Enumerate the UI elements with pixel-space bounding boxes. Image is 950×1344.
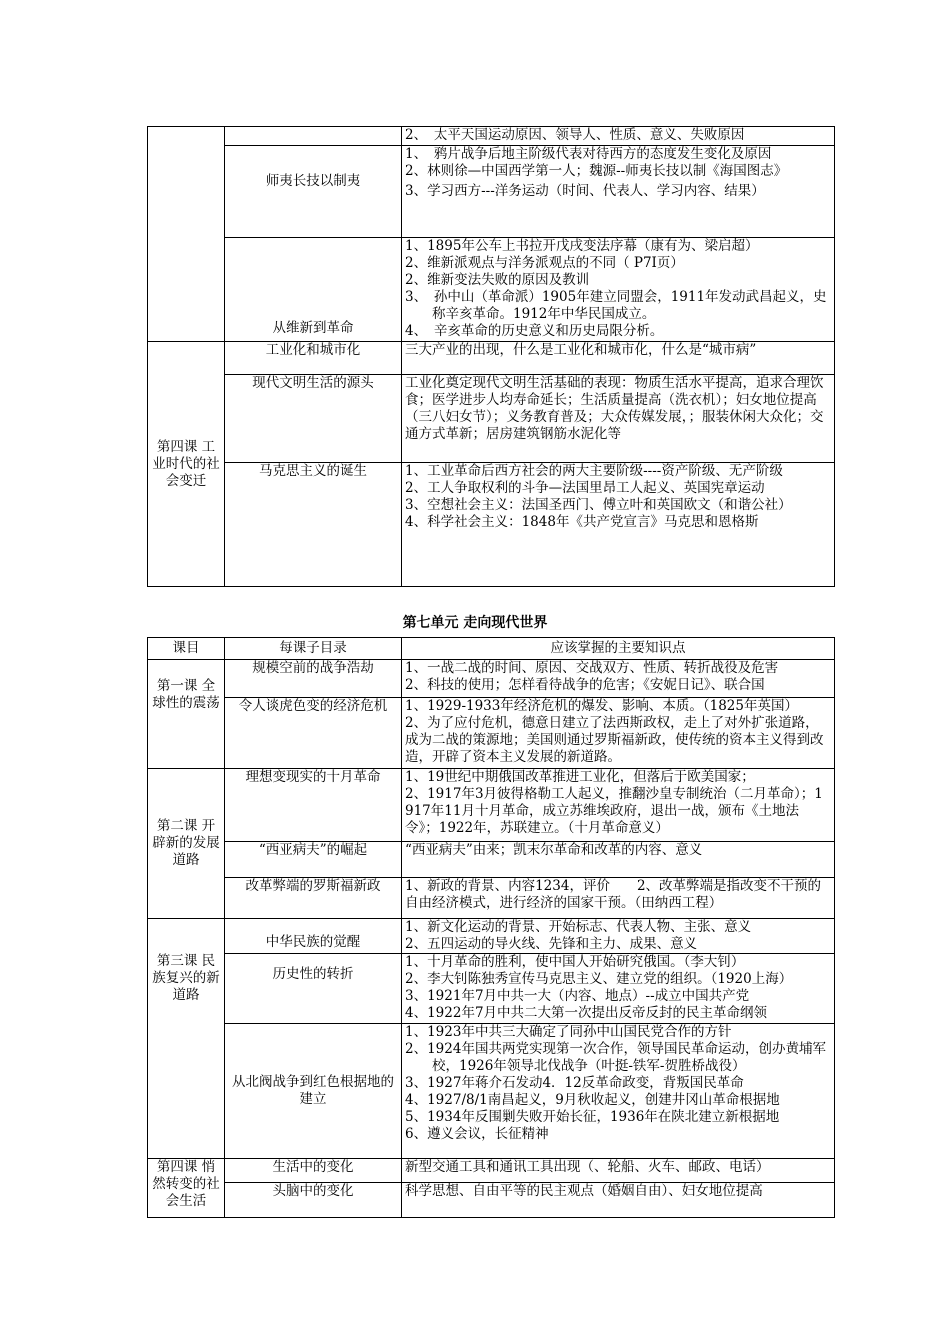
points-cell [402,127,835,146]
point-line: 2、1917年3月彼得格勒工人起义，推翻沙皇专制统治（二月革命）；1917年11月十月革命，成立苏维埃政府，退出一战，颁布《土地法令》；1922年，苏联建立。（十月革命意义） [405,786,823,836]
lesson-cell: 第四课 悄然转变的社会生活 [148,1159,225,1218]
subtopic-cell: 从北阀战争到红色根据地的建立 [225,1024,402,1159]
points-cell [402,1024,835,1159]
table-unit7 [147,637,835,1218]
column-header: 课目 [148,638,225,660]
point-line: 2、1924年国共两党实现第一次合作，领导国民革命运动，创办黄埔军校，1926年领导北伐战争（叶挺-铁军-贺胜桥战役） [405,1041,826,1074]
point-line: 新型交通工具和通讯工具出现（、轮船、火车、邮政、电话） [405,1159,770,1175]
point-line: 1、新文化运动的背景、开始标志、代表人物、主张、意义 [405,919,752,935]
column-header: 应该掌握的主要知识点 [402,638,835,660]
table-row [148,1024,835,1159]
subtopic-cell: 马克思主义的诞生 [225,463,402,587]
point-line: 1、1929-1933年经济危机的爆发、影响、本质。（1825年英国） [405,698,798,714]
subtopic-cell: 从维新到革命 [225,238,402,342]
lesson-cell: 第三课 民族复兴的新道路 [148,919,225,1159]
point-line: “西亚病夫”由来；凯末尔革命和改革的内容、意义 [405,842,703,858]
table-row [148,919,835,954]
point-line: 2、维新变法失败的原因及教训 [405,272,590,288]
points-cell [402,342,835,375]
points-cell [402,919,835,954]
points-cell [402,375,835,463]
point-line: 1、 鸦片战争后地主阶级代表对待西方的态度发生变化及原因 [405,146,772,162]
point-line: 4、1922年7月中共二大第一次提出反帝反封的民主革命纲领 [405,1005,768,1021]
lesson-cell: 第四课 工业时代的社会变迁 [148,342,225,587]
point-line: 3、空想社会主义：法国圣西门、傅立叶和英国欧文（和谐公社） [405,497,792,513]
point-line: 3、1927年蒋介石发动4．12反革命政变，背叛国民革命 [405,1075,744,1091]
point-line: 2、 太平天国运动原因、领导人、性质、意义、失败原因 [405,127,745,143]
table-row [148,954,835,1024]
column-header: 每课子目录 [225,638,402,660]
point-line: 2、林则徐—中国西学第一人；魏源--师夷长技以制《海国图志》 [405,163,788,179]
subtopic-cell: 理想变现实的十月革命 [225,769,402,842]
points-cell [402,698,835,769]
point-line: 1、新政的背景、内容1234，评价 2、改革弊端是指改变不干预的自由经济模式，进行经济的国家干预。（田纳西工程） [405,878,822,911]
table-row [148,375,835,463]
table-row [148,769,835,842]
table-unit6-continued [147,126,835,587]
subtopic-cell: 生活中的变化 [225,1159,402,1183]
table-row [148,698,835,769]
subtopic-cell: 规模空前的战争浩劫 [225,660,402,698]
table-row [148,842,835,878]
lesson-cell: 第二课 开辟新的发展道路 [148,769,225,919]
subtopic-cell [225,127,402,146]
point-line: 4、 辛亥革命的历史意义和历史局限分析。 [405,323,664,339]
subtopic-cell: 历史性的转折 [225,954,402,1024]
point-line: 科学思想、自由平等的民主观点（婚姻自由）、妇女地位提高 [405,1183,763,1199]
points-cell [402,238,835,342]
points-cell [402,660,835,698]
point-line: 三大产业的出现，什么是工业化和城市化，什么是“城市病” [405,342,757,358]
point-line: 5、1934年反围剿失败开始长征，1936年在陕北建立新根据地 [405,1109,780,1125]
points-cell [402,1159,835,1183]
point-line: 4、科学社会主义：1848年《共产党宣言》马克思和恩格斯 [405,514,759,530]
point-line: 1、一战二战的时间、原因、交战双方、性质、转折战役及危害 [405,660,779,676]
point-line: 1、1923年中共三大确定了同孙中山国民党合作的方针 [405,1024,732,1040]
table-row [148,1183,835,1218]
points-cell [402,769,835,842]
point-line: 2、李大钊陈独秀宣传马克思主义、建立党的组织。（1920上海） [405,971,793,987]
table-row [148,238,835,342]
table-header-row [148,638,835,660]
point-line: 1、十月革命的胜利，使中国人开始研究俄国。（李大钊） [405,954,745,970]
table-row [148,146,835,238]
point-line: 2、维新派观点与洋务派观点的不同（ P7I页） [405,255,684,271]
subtopic-cell: 中华民族的觉醒 [225,919,402,954]
subtopic-cell: 现代文明生活的源头 [225,375,402,463]
subtopic-cell: 工业化和城市化 [225,342,402,375]
subtopic-cell: 令人谈虎色变的经济危机 [225,698,402,769]
point-line: 3、1921年7月中共一大（内容、地点）--成立中国共产党 [405,988,750,1004]
lesson-cell [148,127,225,342]
table-row [148,127,835,146]
point-line: 4、1927/8/1南昌起义，9月秋收起义，创建井冈山革命根据地 [405,1092,780,1108]
table-row [148,463,835,587]
subtopic-cell: 改革弊端的罗斯福新政 [225,878,402,919]
point-line: 6、遵义会议，长征精神 [405,1126,549,1142]
subtopic-cell: 师夷长技以制夷 [225,146,402,238]
subtopic-cell: “西亚病夫”的崛起 [225,842,402,878]
table-row [148,660,835,698]
point-line: 1、19世纪中期俄国改革推进工业化，但落后于欧美国家； [405,769,755,785]
lesson-cell: 第一课 全球性的震荡 [148,660,225,769]
point-line: 2、工人争取权利的斗争—法国里昂工人起义、英国宪章运动 [405,480,765,496]
table-row [148,1159,835,1183]
point-line: 3、 孙中山（革命派）1905年建立同盟会，1911年发动武昌起义，史称辛亥革命。1912年中华民国成立。 [405,289,827,322]
section-title: 第七单元 走向现代世界 [402,615,548,631]
points-cell [402,842,835,878]
points-cell [402,1183,835,1218]
table-row [148,342,835,375]
point-line: 2、为了应付危机，德意日建立了法西斯政权，走上了对外扩张道路，成为二战的策源地；美国则通过罗斯福新政，使传统的资本主义得到改造，开辟了资本主义发展的新道路。 [405,715,824,765]
points-cell [402,878,835,919]
point-line: 2、五四运动的导火线、先锋和主力、成果、意义 [405,936,698,952]
table-row [148,878,835,919]
point-line: 1、工业革命后西方社会的两大主要阶级----资产阶级、无产阶级 [405,463,783,479]
points-cell [402,463,835,587]
point-line: 1、1895年公车上书拉开戊戌变法序幕（康有为、梁启超） [405,238,759,254]
subtopic-cell: 头脑中的变化 [225,1183,402,1218]
point-line: 2、科技的使用；怎样看待战争的危害；《安妮日记》、联合国 [405,677,765,693]
points-cell [402,954,835,1024]
point-line: 3、学习西方---洋务运动（时间、代表人、学习内容、结果） [405,183,765,199]
points-cell [402,146,835,238]
point-line: 工业化奠定现代文明生活基础的表现：物质生活水平提高，追求合理饮食；医学进步人均寿命延长；生活质量提高（洗衣机）；妇女地位提高（三八妇女节）；义务教育普及；大众传媒发展，；服装休闲大众化；交通方式革新；居房建筑钢筋水泥化等 [405,375,824,442]
